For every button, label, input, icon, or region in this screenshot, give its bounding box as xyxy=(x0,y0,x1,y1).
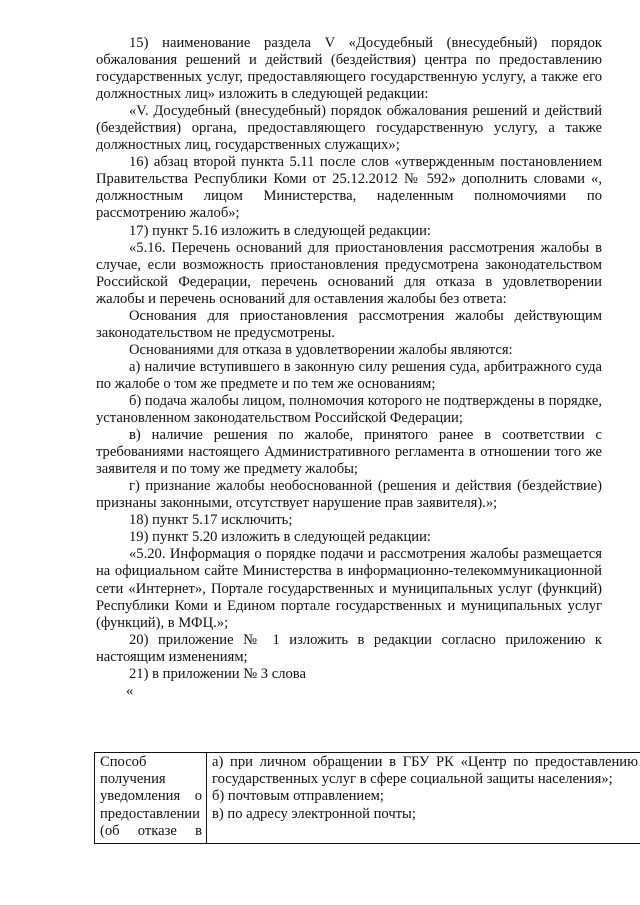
ground-b: б) подача жалобы лицом, полномочия которого не подтверждены в порядке, установленном законодательством Российской Федерации; xyxy=(96,392,602,427)
item-17: 17) пункт 5.16 изложить в следующей редакции: xyxy=(129,222,431,239)
notification-method-table xyxy=(94,752,640,844)
opening-quote: « xyxy=(126,682,134,699)
method-b: б) почтовым отправлением; xyxy=(212,788,384,805)
item-15-quote: «V. Досудебный (внесудебный) порядок обжалования решений и действий (бездействия) органа, предоставляющего государственную услугу, а также должностных лиц, государственных служащих»; xyxy=(96,103,602,154)
item-18: 18) пункт 5.17 исключить; xyxy=(129,512,293,529)
table-cell-methods xyxy=(207,753,640,844)
ground-c: в) наличие решения по жалобе, принятого ранее в соответствии с требованиями настоящего Административного регламента в отношении того же заявителя и по тому же предмету жалобы; xyxy=(96,427,602,478)
item-16: 16) абзац второй пункта 5.11 после слов «утвержденным постановлением Правительства Республики Коми от 25.12.2012 № 592» дополнить словами «, должностным лицом Министерства, наделенным полномочиями по рассмотрению жалоб»; xyxy=(96,154,602,222)
table-cell-label: Способ получения уведомления о предоставлении (об отказе в xyxy=(95,753,207,844)
ground-d: г) признание жалобы необоснованной (решения и действия (бездействие) признаны законными, отсутствует нарушение прав заявителя).»; xyxy=(96,478,602,512)
paragraph-suspension: Основания для приостановления рассмотрения жалобы действующим законодательством не предусмотрены. xyxy=(96,307,602,341)
item-19-quote: «5.20. Информация о порядке подачи и рассмотрения жалобы размещается на официальном сайте Министерства в информационно-телекоммуникационной сети «Интернет», Портале государственных и муниципальных услуг (функций) Республики Коми и Едином портале государственных и муниципальных услуг (функций), в МФЦ.»; xyxy=(96,546,602,631)
table-row xyxy=(95,753,640,844)
item-21: 21) в приложении № 3 слова xyxy=(129,665,306,682)
item-20: 20) приложение № 1 изложить в редакции согласно приложению к настоящим изменениям; xyxy=(96,631,602,665)
item-15: 15) наименование раздела V «Досудебный (внесудебный) порядок обжалования решений и действий (бездействия) центра по предоставлению государственных услуг, предоставляющего государственную услугу, а также его должностных лиц» изложить в следующей редакции: xyxy=(96,35,602,103)
item-19: 19) пункт 5.20 изложить в следующей редакции: xyxy=(129,529,431,546)
ground-a: а) наличие вступившего в законную силу решения суда, арбитражного суда по жалобе о том же предмете и по тем же основаниям; xyxy=(96,358,602,392)
item-17-quote: «5.16. Перечень оснований для приостановления рассмотрения жалобы в случае, если возможность приостановления предусмотрена законодательством Российской Федерации, перечень оснований для отказа в удовлетворении жалобы и перечень оснований для оставления жалобы без ответа: xyxy=(96,239,602,307)
document-body xyxy=(96,35,602,700)
method-c: в) по адресу электронной почты; xyxy=(212,805,416,822)
method-a: а) при личном обращении в ГБУ РК «Центр по предоставлению государственных услуг в сфере социальной защиты населения»; xyxy=(212,754,638,788)
paragraph-refusal-grounds: Основаниями для отказа в удовлетворении жалобы являются: xyxy=(129,341,513,358)
